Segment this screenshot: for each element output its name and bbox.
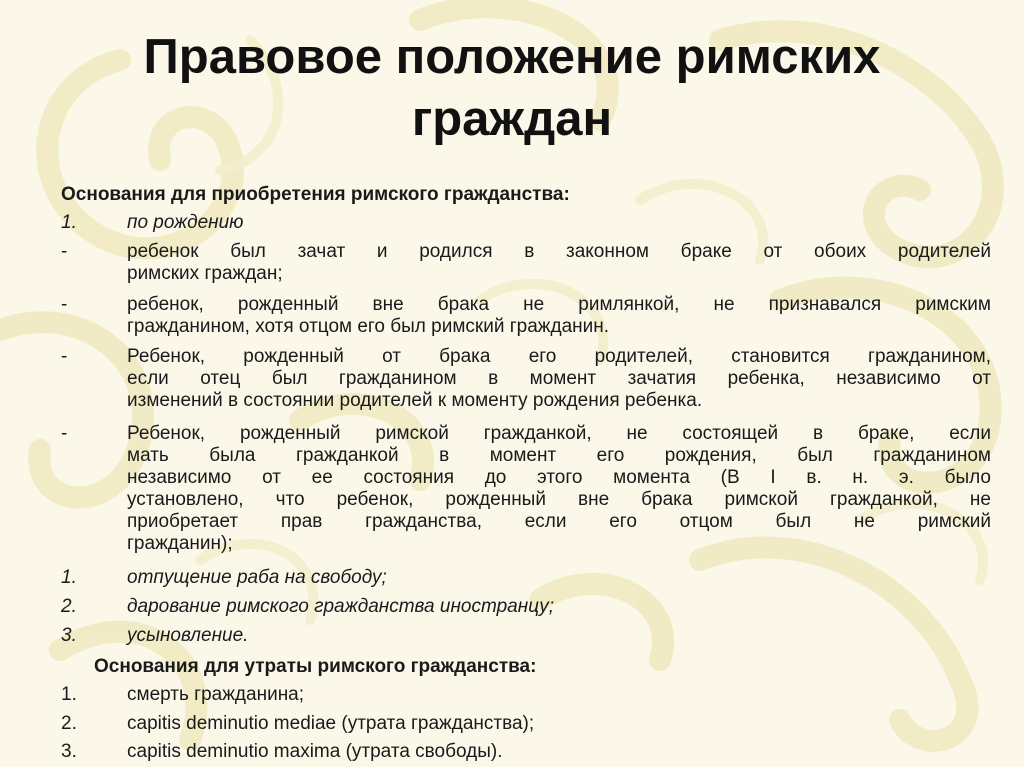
slide-title-line-1: Правовое положение римских (143, 30, 881, 84)
list-marker: 3. (61, 625, 77, 646)
text-line: capitis deminutio maxima (утрата свободы). (127, 741, 503, 762)
list-marker: 3. (61, 741, 77, 762)
list-marker: 1. (61, 684, 77, 705)
text-line: смерть гражданина; (127, 684, 305, 705)
text-line: Ребенок, рожденный римской гражданкой, не состоящей в браке, если (127, 423, 991, 444)
text-line: изменений в состоянии родителей к моменту рождения ребенка. (127, 390, 703, 411)
text-line: гражданин); (127, 533, 233, 554)
text-line: гражданином, хотя отцом его был римский гражданин. (127, 316, 610, 337)
text-line: по рождению (127, 212, 244, 233)
list-item-text (127, 596, 991, 618)
text-line: мать была гражданкой в момент его рождения, был гражданином (127, 445, 991, 466)
list-item-text (127, 713, 991, 735)
list-marker: 1. (61, 567, 77, 588)
loss-heading: Основания для утраты римского гражданства: (94, 656, 537, 677)
text-line: ребенок, рожденный вне брака не римлянкой, не признавался римским (127, 294, 991, 315)
text-line: если отец был гражданином в момент зачатия ребенка, независимо от (127, 368, 991, 389)
list-marker: - (61, 241, 68, 262)
list-item-text (127, 346, 991, 412)
text-line: независимо от ее состояния до этого момента (В I в. н. э. было (127, 467, 991, 488)
list-item-text (127, 423, 991, 555)
list-marker: 2. (61, 713, 77, 734)
text-line: римских граждан; (127, 263, 283, 284)
text-line: ребенок был зачат и родился в законном браке от обоих родителей (127, 241, 991, 262)
list-item-text (127, 567, 991, 589)
list-item-text (127, 241, 991, 285)
text-line: capitis deminutio mediae (утрата гражданства); (127, 713, 535, 734)
list-marker: 2. (61, 596, 77, 617)
text-line: Ребенок, рожденный от брака его родителей, становится гражданином, (127, 346, 991, 367)
slide-title (0, 26, 1024, 150)
acquisition-heading: Основания для приобретения римского гражданства: (61, 184, 570, 205)
list-marker: - (61, 294, 68, 315)
list-item-text (127, 625, 991, 647)
text-line: дарование римского гражданства иностранцу; (127, 596, 555, 617)
text-line: усыновление. (127, 625, 249, 646)
text-line: установлено, что ребенок, рожденный вне брака римской гражданкой, не (127, 489, 991, 510)
list-marker: - (61, 346, 68, 367)
slide-title-line-2: граждан (411, 92, 613, 146)
list-marker: 1. (61, 212, 77, 233)
list-item-text (127, 294, 991, 338)
list-item-text (127, 741, 991, 763)
text-line: приобретает прав гражданства, если его отцом был не римский (127, 511, 991, 532)
list-item-text (127, 684, 991, 706)
list-item-text (127, 212, 991, 234)
list-marker: - (61, 423, 68, 444)
text-line: отпущение раба на свободу; (127, 567, 387, 588)
